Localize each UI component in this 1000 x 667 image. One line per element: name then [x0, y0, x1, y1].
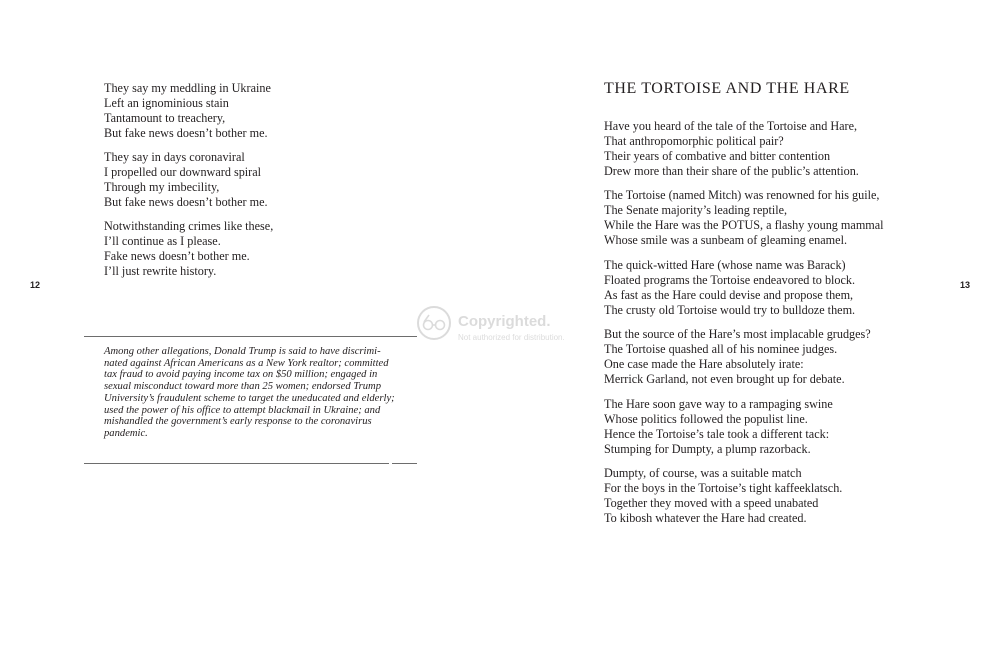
- poem-line: Tantamount to treachery,: [104, 111, 226, 125]
- page-number: 12: [30, 280, 41, 290]
- footnote-line: nated against African Americans as a New York realtor; committed: [104, 357, 389, 369]
- footnote-line: tax fraud to avoid paying income tax on $50 million; engaged in: [104, 369, 378, 381]
- poem-line: Hence the Tortoise’s tale took a different tack:: [604, 427, 830, 441]
- poem-stanza-2: [104, 150, 424, 210]
- footnote: [104, 346, 396, 440]
- poem-line: They say in days coronaviral: [104, 150, 245, 164]
- poem-stanza-5: [604, 397, 904, 457]
- poem-line: The Tortoise (named Mitch) was renowned for his guile,: [604, 188, 880, 202]
- copyright-seal-icon: [416, 305, 452, 341]
- poem-line: For the boys in the Tortoise’s tight kaffeeklatsch.: [604, 481, 843, 495]
- poem-stanza-3: [104, 219, 424, 279]
- footnote-line: pandemic.: [104, 427, 148, 439]
- poem-stanza-1: [604, 119, 904, 179]
- poem-line: Drew more than their share of the public’s attention.: [604, 164, 859, 178]
- poem-line: I’ll just rewrite history.: [104, 264, 217, 278]
- footnote-rule-top: [84, 336, 417, 337]
- poem-line: To kibosh whatever the Hare had created.: [604, 511, 807, 525]
- poem-line: Together they moved with a speed unabated: [604, 496, 819, 510]
- poem-line: Floated programs the Tortoise endeavored to block.: [604, 273, 856, 287]
- poem-line: Notwithstanding crimes like these,: [104, 219, 274, 233]
- poem-line: As fast as the Hare could devise and propose them,: [604, 288, 854, 302]
- poem-line: They say my meddling in Ukraine: [104, 81, 271, 95]
- poem-line: That anthropomorphic political pair?: [604, 134, 784, 148]
- poem-line: The crusty old Tortoise would try to bulldoze them.: [604, 303, 856, 317]
- poem-stanza-2: [604, 188, 904, 248]
- footnote-line: used the power of his office to attempt blackmail in Ukraine; and: [104, 404, 381, 416]
- poem-line: I’ll continue as I please.: [104, 234, 221, 248]
- poem-stanza-4: [604, 327, 904, 387]
- poem-line: The Tortoise quashed all of his nominee judges.: [604, 342, 838, 356]
- poem-line: Merrick Garland, not even brought up for debate.: [604, 372, 845, 386]
- poem-line: One case made the Hare absolutely irate:: [604, 357, 804, 371]
- poem-line: Their years of combative and bitter contention: [604, 149, 831, 163]
- watermark-subtitle: Not authorized for distribution.: [458, 333, 565, 342]
- poem-line: While the Hare was the POTUS, a flashy young mammal: [604, 218, 884, 232]
- poem-stanza-3: [604, 258, 904, 318]
- poem-title: THE TORTOISE AND THE HARE: [604, 80, 850, 97]
- poem-stanza-6: [604, 466, 904, 526]
- poem-line: But the source of the Hare’s most implacable grudges?: [604, 327, 871, 341]
- poem-line: Through my imbecility,: [104, 180, 220, 194]
- poem-line: But fake news doesn’t bother me.: [104, 195, 268, 209]
- page-number: 13: [960, 280, 971, 290]
- footnote-rule-bottom-end: [392, 463, 417, 464]
- poem-line: The Senate majority’s leading reptile,: [604, 203, 788, 217]
- poem-line: Stumping for Dumpty, a plump razorback.: [604, 442, 811, 456]
- poem-line: Have you heard of the tale of the Tortoise and Hare,: [604, 119, 858, 133]
- poem-stanza-1: [104, 81, 424, 141]
- poem-line: I propelled our downward spiral: [104, 165, 262, 179]
- poem-line: The quick-witted Hare (whose name was Barack): [604, 258, 846, 272]
- copyright-watermark: [416, 305, 586, 349]
- poem-line: Left an ignominious stain: [104, 96, 229, 110]
- footnote-line: sexual misconduct toward more than 25 women; endorsed Trump: [104, 381, 381, 393]
- poem-line: Whose smile was a sunbeam of gleaming enamel.: [604, 233, 848, 247]
- poem-line: Dumpty, of course, was a suitable match: [604, 466, 802, 480]
- poem-line: Whose politics followed the populist line.: [604, 412, 808, 426]
- watermark-title: Copyrighted.: [458, 313, 551, 330]
- footnote-line: University’s fraudulent scheme to target the uneducated and elderly;: [104, 392, 395, 404]
- poem-line: The Hare soon gave way to a rampaging swine: [604, 397, 833, 411]
- footnote-line: Among other allegations, Donald Trump is said to have discrimi-: [104, 346, 381, 357]
- poem-line: But fake news doesn’t bother me.: [104, 126, 268, 140]
- poem-line: Fake news doesn’t bother me.: [104, 249, 250, 263]
- footnote-line: mishandled the government’s early response to the coronavirus: [104, 416, 372, 428]
- footnote-rule-bottom: [84, 463, 389, 464]
